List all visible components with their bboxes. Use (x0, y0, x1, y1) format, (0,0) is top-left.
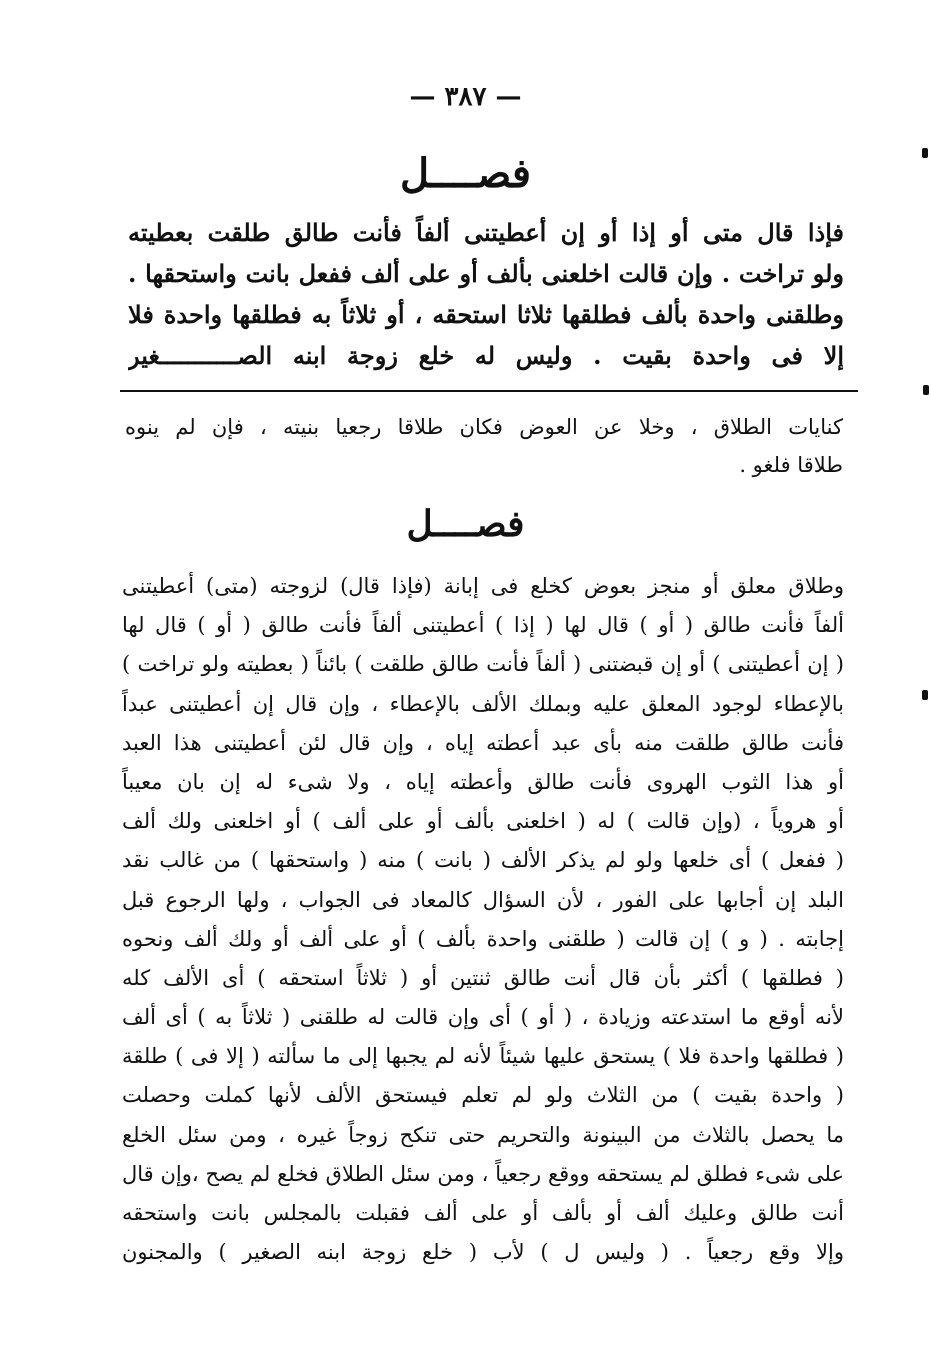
text-line: أو هذا الثوب الهروى فأنت طالق وأعطته إياه ، ولا شىء له إن بان معيباً (122, 769, 844, 794)
section-heading: فصــــل (400, 150, 531, 197)
text-line: ألفاً فأنت طالق ( أو ) قال لها ( إذا ) أعطيتنى ألفاً فأنت طالق ( أو ) قال لها (122, 613, 844, 638)
text-line: وإلا وقع رجعياً . ( وليس ل ) لأب ( خلع زوجة ابنه الصغير ) والمجنون (122, 1240, 844, 1265)
margin-mark (922, 148, 928, 158)
matn-text (128, 212, 844, 376)
text-line: إجابته . ( و ) إن قالت ( طلقنى واحدة بألف ) أو على ألف أو ولك ألف ونحوه (122, 926, 844, 951)
text-line: لأنه أوقع ما استدعته وزيادة ، ( أو ) أى وإن قالت له طلقنى ( ثلاثاً به ) أى ألف (122, 1005, 844, 1030)
text-line: ( فطلقها ) أكثر بأن قال أنت طالق ثنتين أو ( ثلاثاً استحقه ) أى الألف كله (122, 965, 844, 990)
section-heading: فصــــل (406, 503, 525, 545)
text-line: ولو تراخت . وإن قالت اخلعنى بألف أو على ألف ففعل بانت واستحقها . (128, 259, 844, 288)
text-line: طلاقا فلغو . (739, 453, 843, 477)
text-line: كنايات الطلاق ، وخلا عن العوض فكان طلاقا رجعيا بنيته ، فإن لم ينوه (125, 415, 843, 439)
page-number: — ٣٨٧ — (409, 82, 522, 112)
text-line: أنت طالق وعليك ألف أو بألف أو على ألف فقبلت بالمجلس بانت واستحقه (122, 1201, 844, 1225)
text-line: فإذا قال متى أو إذا أو إن أعطيتنى ألفاً فأنت طالق طلقت بعطيته (128, 218, 844, 247)
text-line: وطلاق معلق أو منجز بعوض كخلع فى إبانة (فإذا قال) لزوجته (متى) أعطيتنى (122, 574, 844, 598)
margin-mark (922, 690, 928, 700)
commentary-text (122, 567, 844, 1272)
text-line: البلد إن أجابها على الفور ، لأن السؤال كالمعاد فى الجواب ، ولها الرجوع قبل (122, 887, 844, 912)
text-line: أو هروياً ، (وإن قالت ) له ( اخلعنى بألف أو على ألف ) أو اخلعنى ولك ألف (122, 809, 844, 834)
text-line: إلا فى واحدة بقيت . وليس له خلع زوجة ابنه الصـــــــــــغير (128, 341, 844, 370)
text-line: على شىء فطلق لم يستحقه ووقع رجعياً ، ومن سئل الطلاق فخلع لم يصح ،وإن قال (122, 1161, 844, 1186)
text-line: ( فطلقها واحدة فلا ) يستحق عليها شيئاً لأنه لم يجبها إلى ما سألته ( إلا فى ) طلقة (122, 1044, 844, 1069)
commentary-text (125, 408, 843, 484)
text-line: بالإعطاء لوجود المعلق عليه وبملك الألف بالإعطاء ، وإن قال إن أعطيتنى عبداً (122, 691, 844, 716)
margin-mark (923, 385, 929, 395)
divider-rule (120, 390, 858, 392)
text-line: ( إن أعطيتنى ) أو إن قبضتنى ( ألفاً فأنت طالق طلقت ) بائناً ( بعطيته ولو تراخت ) (122, 652, 844, 677)
text-line: ( واحدة بقيت ) من الثلاث ولو لم تعلم فيستحق الألف لأنها كملت وحصلت (122, 1083, 844, 1108)
text-line: وطلقنى واحدة بألف فطلقها ثلاثا استحقه ، أو ثلاثاً به فطلقها واحدة فلا (128, 300, 844, 329)
text-line: ( ففعل ) أى خلعها ولو لم يذكر الألف ( بانت ) منه ( واستحقها ) من غالب نقد (122, 848, 844, 873)
text-line: فأنت طالق طلقت منه بأى عبد أعطته إياه ، وإن قال لئن أعطيتنى هذا العبد (122, 730, 844, 755)
text-line: ما يحصل بالثلاث من البينونة والتحريم حتى تنكح زوجاً غيره ، ومن سئل الخلع (122, 1122, 844, 1147)
